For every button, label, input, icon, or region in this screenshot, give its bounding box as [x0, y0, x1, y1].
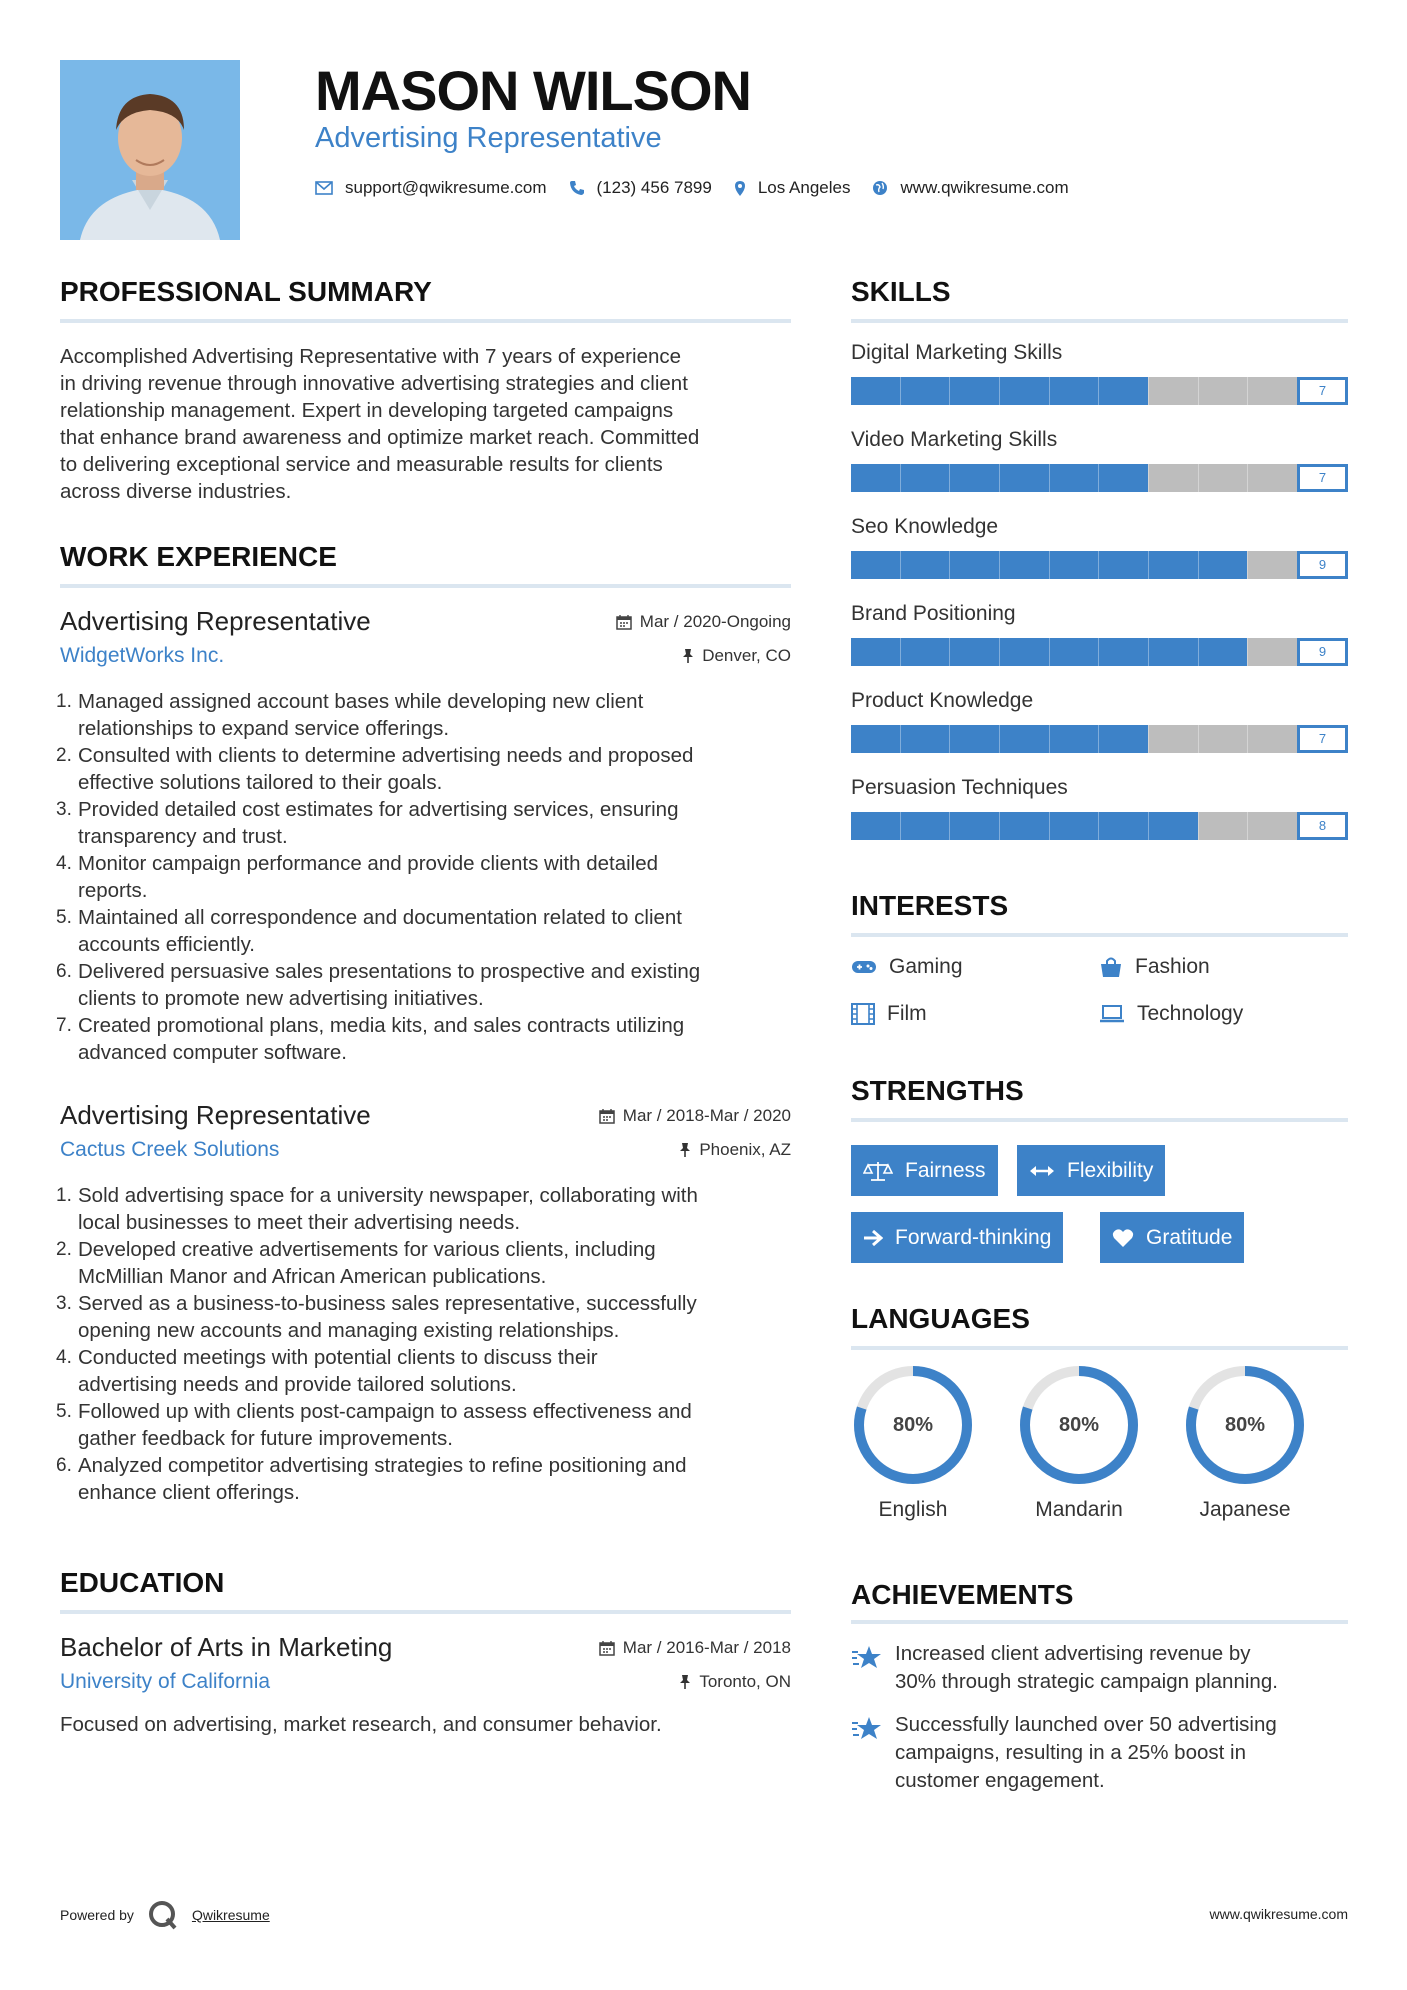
list-item: 5. Maintained all correspondence and documentation related to client accounts efficiently. — [60, 904, 791, 958]
achievements-heading: ACHIEVEMENTS — [851, 1579, 1074, 1610]
envelope-icon — [315, 181, 333, 195]
language-item — [849, 1364, 977, 1522]
skill-item — [851, 341, 1348, 407]
job-company: Cactus Creek Solutions — [60, 1138, 280, 1161]
list-item: 3. Served as a business-to-business sales representative, successfully opening new accounts and managing existing relationships. — [60, 1290, 791, 1344]
calendar-icon — [599, 1108, 615, 1124]
education-location-text: Toronto, ON — [699, 1672, 791, 1691]
language-percent: 80% — [1058, 1414, 1100, 1436]
list-item: 6. Analyzed competitor advertising strategies to refine positioning and enhance client offerings. — [60, 1452, 791, 1506]
profile-photo — [60, 60, 240, 240]
skill-name: Video Marketing Skills — [851, 428, 1058, 451]
bullet-line: advertising needs and provide tailored solutions. — [78, 1373, 517, 1396]
interest-label: Gaming — [889, 955, 963, 978]
candidate-title: Advertising Representative — [315, 122, 662, 154]
arrows-horizontal-icon — [1029, 1164, 1055, 1178]
skill-item — [851, 428, 1348, 494]
summary-divider — [60, 319, 791, 323]
experience-divider — [60, 584, 791, 588]
gamepad-icon — [851, 958, 877, 976]
star-ribbon-icon — [851, 1644, 885, 1672]
footer-powered-by — [60, 1900, 270, 1930]
bullet-line: advanced computer software. — [78, 1041, 347, 1064]
calendar-icon — [599, 1640, 615, 1656]
qwikresume-logo-icon — [148, 1900, 178, 1930]
skill-level: 7 — [1297, 464, 1348, 492]
bullet-line: relationships to expand service offerings. — [78, 717, 450, 740]
bullet-line: Created promotional plans, media kits, and sales contracts utilizing — [78, 1014, 685, 1037]
job-bullets — [56, 688, 791, 1066]
strength-tag — [851, 1145, 998, 1196]
contact-bar — [315, 178, 1091, 198]
contact-location — [734, 178, 851, 198]
bullet-line: transparency and trust. — [78, 825, 288, 848]
bullet-line: Followed up with clients post-campaign to assess effectiveness and — [78, 1400, 692, 1423]
skill-level: 7 — [1297, 725, 1348, 753]
location-text: Los Angeles — [757, 178, 851, 197]
bullet-line: local businesses to meet their advertising needs. — [78, 1211, 521, 1234]
bullet-line: McMillian Manor and African American publications. — [78, 1265, 547, 1288]
job-entry — [56, 606, 791, 1076]
contact-website[interactable] — [872, 178, 1068, 198]
powered-by-label: Powered by — [60, 1907, 134, 1923]
achievement-line: 30% through strategic campaign planning. — [895, 1670, 1278, 1693]
person-photo-icon — [60, 60, 240, 240]
skill-level: 9 — [1297, 638, 1348, 666]
summary-line: that enhance brand awareness and optimize market reach. Committed — [60, 426, 700, 449]
list-item: 4. Conducted meetings with potential clients to discuss their advertising needs and provide tailored solutions. — [60, 1344, 791, 1398]
interests-heading: INTERESTS — [851, 890, 1009, 921]
phone-text: (123) 456 7899 — [596, 178, 712, 197]
skill-bar — [851, 551, 1297, 579]
language-item — [1181, 1364, 1309, 1522]
job-title: Advertising Representative — [60, 606, 371, 636]
language-ring — [852, 1364, 974, 1486]
language-name: Mandarin — [1035, 1498, 1123, 1521]
education-date-text: Mar / 2016-Mar / 2018 — [622, 1638, 791, 1657]
achievement-item — [851, 1711, 1348, 1795]
language-ring — [1184, 1364, 1306, 1486]
interest-label: Film — [887, 1002, 927, 1025]
education-entry — [60, 1632, 791, 1712]
list-item: 6. Delivered persuasive sales presentations to prospective and existing clients to promote new advertising initiatives. — [60, 958, 791, 1012]
bullet-line: accounts efficiently. — [78, 933, 256, 956]
star-ribbon-icon — [851, 1715, 885, 1743]
heart-icon — [1112, 1228, 1134, 1248]
list-item: 7. Created promotional plans, media kits, and sales contracts utilizing advanced computer software. — [60, 1012, 791, 1066]
interest-item — [851, 1002, 927, 1026]
achievements-divider — [851, 1620, 1348, 1624]
bullet-line: enhance client offerings. — [78, 1481, 300, 1504]
achievement-line: campaigns, resulting in a 25% boost in — [895, 1741, 1246, 1764]
language-percent: 80% — [892, 1414, 934, 1436]
balance-scale-icon — [863, 1160, 893, 1182]
job-company: WidgetWorks Inc. — [60, 644, 225, 667]
skill-level: 8 — [1297, 812, 1348, 840]
experience-heading: WORK EXPERIENCE — [60, 541, 337, 572]
job-entry — [56, 1100, 791, 1520]
education-date — [599, 1638, 791, 1658]
skill-item — [851, 776, 1348, 842]
bullet-line: Managed assigned account bases while developing new client — [78, 690, 644, 713]
map-marker-icon — [734, 180, 746, 197]
achievement-line: Increased client advertising revenue by — [895, 1642, 1251, 1665]
list-item: 3. Provided detailed cost estimates for advertising services, ensuring transparency and trust. — [60, 796, 791, 850]
skill-bar — [851, 812, 1297, 840]
bullet-line: effective solutions tailored to their goals. — [78, 771, 443, 794]
education-divider — [60, 1610, 791, 1614]
bullet-line: Developed creative advertisements for various clients, including — [78, 1238, 656, 1261]
summary-line: to delivering exceptional service and measurable results for clients — [60, 453, 663, 476]
email-text: support@qwikresume.com — [345, 178, 547, 197]
bullet-line: Conducted meetings with potential clients to discuss their — [78, 1346, 598, 1369]
education-location — [679, 1672, 791, 1692]
bullet-line: opening new accounts and managing existing relationships. — [78, 1319, 620, 1342]
film-icon — [851, 1003, 875, 1025]
bullet-line: Sold advertising space for a university newspaper, collaborating with — [78, 1184, 698, 1207]
strength-label: Forward-thinking — [895, 1225, 1052, 1249]
website-text: www.qwikresume.com — [900, 178, 1069, 197]
laptop-icon — [1099, 1005, 1125, 1023]
summary-line: in driving revenue through innovative advertising strategies and client — [60, 372, 688, 395]
language-name: Japanese — [1199, 1498, 1291, 1521]
candidate-name: MASON WILSON — [315, 59, 751, 122]
list-item: 2. Developed creative advertisements for various clients, including McMillian Manor and African American publications. — [60, 1236, 791, 1290]
summary-heading: PROFESSIONAL SUMMARY — [60, 276, 432, 307]
job-date-text: Mar / 2018-Mar / 2020 — [622, 1106, 791, 1125]
skill-item — [851, 515, 1348, 581]
job-location-text: Phoenix, AZ — [699, 1140, 791, 1159]
education-description: Focused on advertising, market research, and consumer behavior. — [60, 1713, 662, 1736]
school-name: University of California — [60, 1670, 271, 1693]
calendar-icon — [616, 614, 632, 630]
list-item: 5. Followed up with clients post-campaign to assess effectiveness and gather feedback for future improvements. — [60, 1398, 791, 1452]
strength-tag — [851, 1212, 1063, 1263]
interest-item — [851, 955, 963, 979]
strength-label: Gratitude — [1146, 1225, 1233, 1249]
bullet-line: Consulted with clients to determine advertising needs and proposed — [78, 744, 694, 767]
bullet-line: Delivered persuasive sales presentations to prospective and existing — [78, 960, 701, 983]
list-item: 4. Monitor campaign performance and provide clients with detailed reports. — [60, 850, 791, 904]
arrow-right-icon — [863, 1229, 883, 1247]
skill-level: 7 — [1297, 377, 1348, 405]
strengths-heading: STRENGTHS — [851, 1075, 1024, 1106]
job-location-text: Denver, CO — [702, 646, 791, 665]
education-heading: EDUCATION — [60, 1567, 225, 1598]
bullet-line: gather feedback for future improvements. — [78, 1427, 453, 1450]
language-name: English — [878, 1498, 948, 1521]
interest-item — [1099, 955, 1210, 979]
language-item — [1015, 1364, 1143, 1522]
bullet-line: clients to promote new advertising initiatives. — [78, 987, 484, 1010]
job-location — [682, 646, 791, 666]
skill-bar — [851, 377, 1297, 405]
achievement-line: customer engagement. — [895, 1769, 1105, 1792]
pushpin-icon — [679, 1674, 691, 1690]
languages-divider — [851, 1346, 1348, 1350]
job-date — [599, 1106, 791, 1126]
strengths-divider — [851, 1118, 1348, 1122]
skill-bar — [851, 638, 1297, 666]
strength-label: Fairness — [905, 1158, 986, 1182]
shopping-bag-icon — [1099, 956, 1123, 978]
language-ring — [1018, 1364, 1140, 1486]
bullet-line: Served as a business-to-business sales representative, successfully — [78, 1292, 697, 1315]
summary-text — [60, 343, 795, 505]
skill-bar — [851, 464, 1297, 492]
strength-tag — [1017, 1145, 1165, 1196]
summary-line: relationship management. Expert in developing targeted campaigns — [60, 399, 674, 422]
achievement-item — [851, 1640, 1348, 1696]
pushpin-icon — [679, 1142, 691, 1158]
skill-name: Persuasion Techniques — [851, 776, 1068, 799]
summary-line: Accomplished Advertising Representative with 7 years of experience — [60, 345, 682, 368]
skill-bar — [851, 725, 1297, 753]
interest-item — [1099, 1002, 1243, 1026]
bullet-line: Analyzed competitor advertising strategies to refine positioning and — [78, 1454, 687, 1477]
summary-line: across diverse industries. — [60, 480, 292, 503]
job-title: Advertising Representative — [60, 1100, 371, 1130]
phone-icon — [569, 180, 585, 196]
languages-heading: LANGUAGES — [851, 1303, 1030, 1334]
skills-divider — [851, 319, 1348, 323]
achievement-line: Successfully launched over 50 advertising — [895, 1713, 1277, 1736]
job-date-text: Mar / 2020-Ongoing — [639, 612, 791, 631]
job-date — [616, 612, 791, 632]
list-item: 1. Sold advertising space for a university newspaper, collaborating with local businesses to meet their advertising needs. — [60, 1182, 791, 1236]
skill-name: Digital Marketing Skills — [851, 341, 1063, 364]
skill-item — [851, 689, 1348, 755]
globe-icon — [872, 180, 888, 196]
language-percent: 80% — [1224, 1414, 1266, 1436]
interest-label: Fashion — [1135, 955, 1210, 978]
skill-item — [851, 602, 1348, 668]
interest-label: Technology — [1137, 1002, 1244, 1025]
skill-level: 9 — [1297, 551, 1348, 579]
contact-phone[interactable] — [569, 178, 712, 198]
job-location — [679, 1140, 791, 1160]
skill-name: Seo Knowledge — [851, 515, 999, 538]
strength-label: Flexibility — [1067, 1158, 1154, 1182]
list-item: 2. Consulted with clients to determine advertising needs and proposed effective solutions tailored to their goals. — [60, 742, 791, 796]
contact-email[interactable] — [315, 178, 547, 198]
footer-website[interactable]: www.qwikresume.com — [1209, 1906, 1348, 1922]
skill-name: Product Knowledge — [851, 689, 1034, 712]
job-bullets — [56, 1182, 791, 1506]
skills-heading: SKILLS — [851, 276, 951, 307]
list-item: 1. Managed assigned account bases while developing new client relationships to expand service offerings. — [60, 688, 791, 742]
interests-divider — [851, 933, 1348, 937]
bullet-line: Provided detailed cost estimates for advertising services, ensuring — [78, 798, 679, 821]
qwikresume-link[interactable]: Qwikresume — [191, 1907, 270, 1923]
strength-tag — [1100, 1212, 1244, 1263]
skill-name: Brand Positioning — [851, 602, 1016, 625]
pushpin-icon — [682, 648, 694, 664]
bullet-line: reports. — [78, 879, 148, 902]
bullet-line: Maintained all correspondence and documentation related to client — [78, 906, 682, 929]
degree-title: Bachelor of Arts in Marketing — [60, 1632, 393, 1662]
bullet-line: Monitor campaign performance and provide clients with detailed — [78, 852, 659, 875]
